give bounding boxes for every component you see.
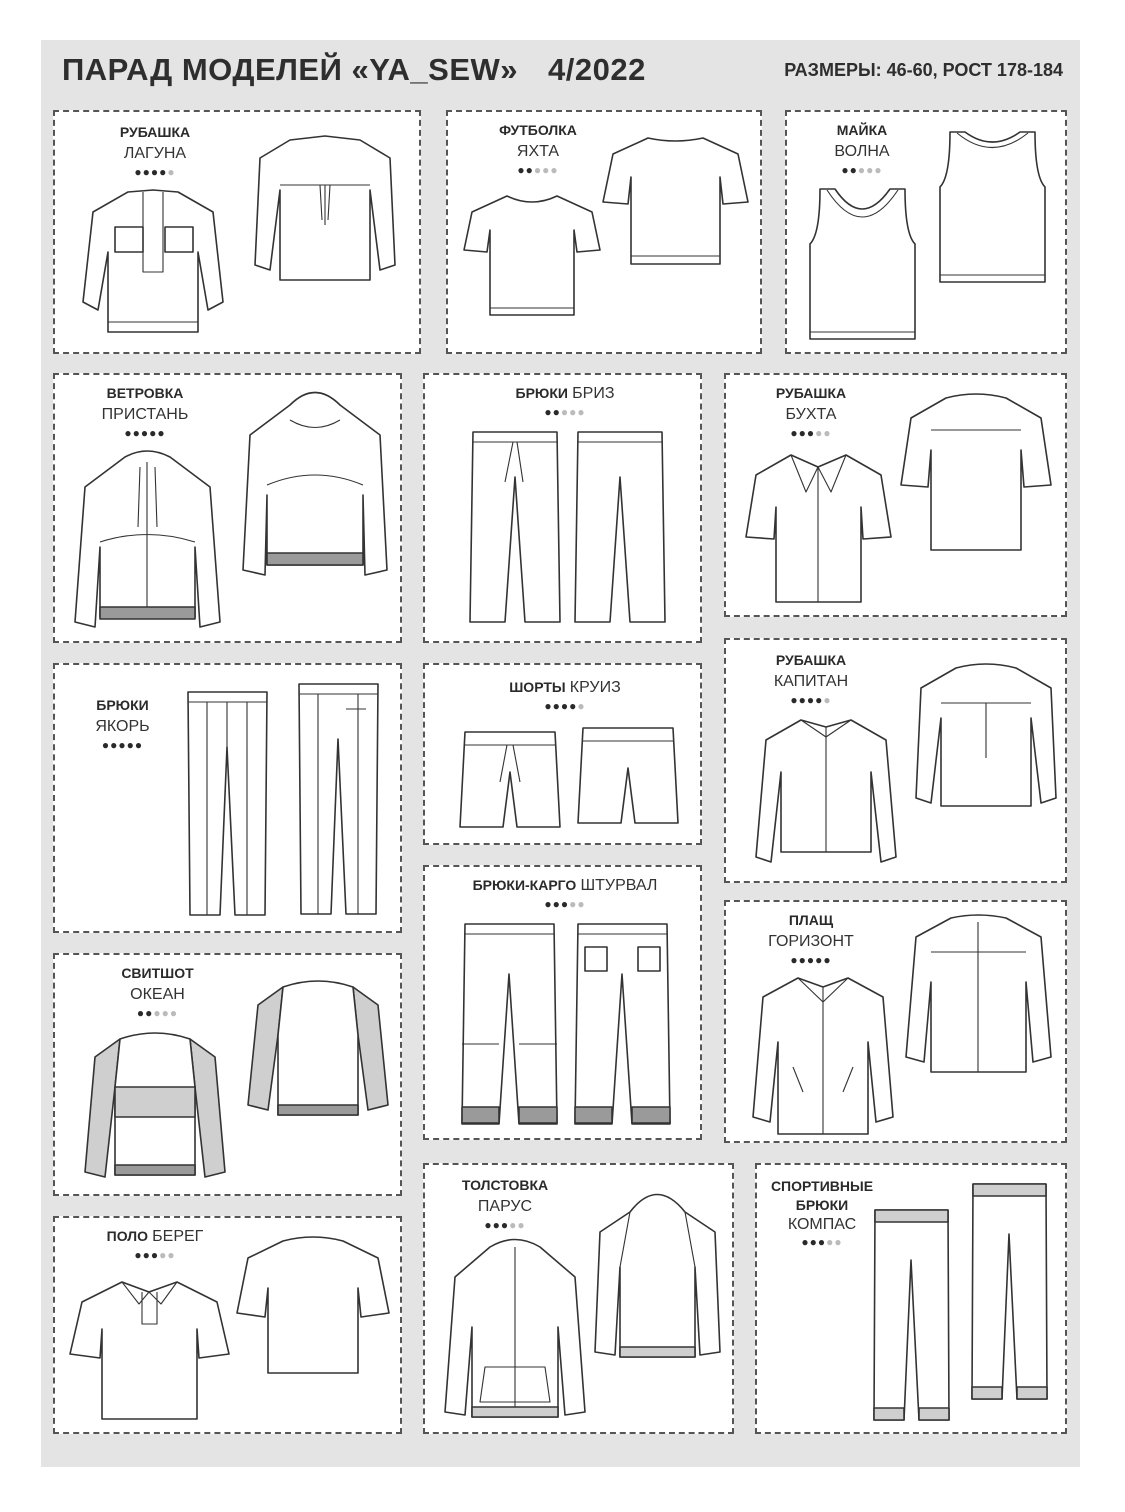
- model-label: [435, 875, 695, 912]
- polo-back-sketch: [233, 1233, 393, 1378]
- tanktop-front-sketch: [805, 184, 920, 344]
- rating-dot-filled: ●: [124, 426, 133, 440]
- model-label: [762, 1177, 882, 1250]
- model-type: РУБАШКА: [119, 124, 191, 140]
- rating-dot-filled: ●: [790, 953, 799, 967]
- model-label: [115, 122, 195, 180]
- shorts-front-sketch: [455, 727, 565, 832]
- model-card-bereg[interactable]: [53, 1216, 402, 1434]
- model-name: ОКЕАН: [130, 986, 185, 1003]
- rating-dot-empty: ●: [577, 897, 586, 911]
- page-title: [62, 52, 646, 88]
- rating-dot-empty: ●: [826, 1235, 835, 1249]
- model-type-line-2: БРЮКИ: [795, 1197, 849, 1213]
- rating-dot-empty: ●: [159, 1248, 168, 1262]
- shorts-back-sketch: [573, 723, 683, 828]
- model-card-bukhta[interactable]: [724, 373, 1067, 617]
- model-name: ЯХТА: [516, 143, 560, 160]
- rating-dot-filled: ●: [806, 693, 816, 707]
- rating-dot-filled: ●: [569, 699, 578, 713]
- hoodie-back-sketch: [590, 1187, 725, 1367]
- model-name: ШТУРВАЛ: [580, 877, 658, 894]
- rating-dot-empty: ●: [857, 163, 867, 177]
- difficulty-rating: [485, 404, 645, 420]
- model-name: БУХТА: [785, 406, 837, 423]
- tshirt-front-sketch: [462, 190, 602, 320]
- rating-dot-empty: ●: [834, 1235, 843, 1249]
- rating-dot-empty: ●: [866, 163, 875, 177]
- model-type: ПОЛО: [106, 1228, 148, 1244]
- difficulty-rating: [807, 162, 917, 178]
- rating-dot-filled: ●: [815, 953, 824, 967]
- rating-dot-filled: ●: [798, 953, 807, 967]
- model-name: ГОРИЗОНТ: [768, 933, 854, 950]
- rating-dot-filled: ●: [159, 165, 168, 179]
- model-card-okean[interactable]: [53, 953, 402, 1196]
- rating-dot-filled: ●: [500, 1218, 510, 1232]
- difficulty-rating: [435, 896, 695, 912]
- model-card-yakor[interactable]: [53, 663, 402, 933]
- cargo-pants-back-sketch: [570, 919, 675, 1134]
- trousers-back-sketch: [570, 427, 670, 632]
- model-type: РУБАШКА: [775, 652, 847, 668]
- rating-dot-empty: ●: [167, 1248, 176, 1262]
- rating-dot-filled: ●: [552, 897, 561, 911]
- model-label: [485, 677, 645, 714]
- rating-dot-empty: ●: [169, 1006, 179, 1020]
- rating-dot-filled: ●: [809, 1235, 818, 1249]
- rating-dot-filled: ●: [149, 426, 158, 440]
- tailored-trousers-front-sketch: [180, 687, 275, 922]
- model-name: ВОЛНА: [834, 143, 890, 160]
- rating-dot-filled: ●: [134, 165, 143, 179]
- rating-dot-empty: ●: [815, 426, 824, 440]
- model-type: БРЮКИ: [515, 385, 568, 401]
- model-type: СПОРТИВНЫЕ: [770, 1178, 874, 1194]
- model-name: КРУИЗ: [569, 679, 621, 696]
- difficulty-rating: [85, 1247, 225, 1263]
- model-type: ПЛАЩ: [788, 912, 834, 928]
- model-type: БРЮКИ: [96, 697, 149, 713]
- model-name: КОМПАС: [787, 1216, 857, 1233]
- difficulty-rating: [756, 425, 866, 441]
- rating-dot-filled: ●: [806, 426, 816, 440]
- polo-front-sketch: [67, 1274, 232, 1424]
- model-name: БЕРЕГ: [152, 1228, 204, 1245]
- model-name: ЯКОРЬ: [95, 718, 150, 735]
- rating-dot-filled: ●: [544, 897, 553, 911]
- cargo-pants-front-sketch: [457, 919, 562, 1134]
- model-label: [75, 695, 170, 753]
- rating-dot-filled: ●: [552, 405, 561, 419]
- shortsleeve-shirt-back-sketch: [896, 390, 1056, 555]
- rating-dot-filled: ●: [126, 738, 135, 752]
- track-pants-back-sketch: [967, 1179, 1052, 1409]
- model-name: ПАРУС: [477, 1198, 533, 1215]
- shirt-front-sketch: [73, 182, 233, 342]
- model-card-pristan[interactable]: [53, 373, 402, 643]
- rating-dot-filled: ●: [849, 163, 858, 177]
- difficulty-rating: [445, 1217, 565, 1233]
- rating-dot-empty: ●: [550, 163, 559, 177]
- model-type: МАЙКА: [836, 122, 888, 138]
- rating-dot-filled: ●: [790, 426, 799, 440]
- rating-dot-empty: ●: [542, 163, 551, 177]
- rating-dot-filled: ●: [790, 693, 799, 707]
- rating-dot-filled: ●: [150, 1248, 160, 1262]
- rating-dot-filled: ●: [801, 1235, 810, 1249]
- rating-dot-filled: ●: [142, 165, 151, 179]
- rating-dot-filled: ●: [552, 699, 561, 713]
- rating-dot-filled: ●: [517, 163, 526, 177]
- model-name: КАПИТАН: [773, 673, 849, 690]
- rating-dot-filled: ●: [142, 1248, 151, 1262]
- model-label: [485, 383, 645, 420]
- model-type: СВИТШОТ: [121, 965, 194, 981]
- windbreaker-back-sketch: [235, 390, 395, 580]
- tanktop-back-sketch: [935, 127, 1050, 287]
- model-name: ЛАГУНА: [123, 145, 187, 162]
- rating-dot-empty: ●: [569, 897, 578, 911]
- rating-dot-filled: ●: [560, 897, 570, 911]
- rating-dot-empty: ●: [153, 1006, 162, 1020]
- rating-dot-empty: ●: [823, 426, 832, 440]
- difficulty-rating: [115, 164, 195, 180]
- rating-dot-filled: ●: [525, 163, 534, 177]
- model-card-volna[interactable]: [785, 110, 1067, 354]
- difficulty-rating: [756, 952, 866, 968]
- rating-dot-empty: ●: [569, 405, 578, 419]
- difficulty-rating: [756, 692, 866, 708]
- model-card-gorizont[interactable]: [724, 900, 1067, 1143]
- rating-dot-filled: ●: [806, 953, 816, 967]
- rating-dot-empty: ●: [577, 699, 586, 713]
- model-label: [756, 910, 866, 968]
- rating-dot-empty: ●: [823, 693, 832, 707]
- rating-dot-empty: ●: [161, 1006, 170, 1020]
- model-label: [110, 963, 205, 1021]
- shortsleeve-shirt-front-sketch: [741, 447, 896, 607]
- rating-dot-filled: ●: [492, 1218, 501, 1232]
- model-label: [807, 120, 917, 178]
- rating-dot-filled: ●: [544, 699, 553, 713]
- rating-dot-filled: ●: [101, 738, 111, 752]
- model-card-yakhta[interactable]: [446, 110, 762, 354]
- longsleeve-shirt-back-sketch: [906, 658, 1066, 818]
- model-card-kruiz[interactable]: [423, 663, 702, 845]
- model-card-parus[interactable]: [423, 1163, 734, 1434]
- rating-dot-filled: ●: [560, 699, 570, 713]
- rating-dot-filled: ●: [484, 1218, 493, 1232]
- sweatshirt-back-sketch: [243, 975, 393, 1125]
- title-text: ПАРАД МОДЕЛЕЙ «YA_SEW»: [62, 52, 519, 87]
- rating-dot-filled: ●: [132, 426, 141, 440]
- rating-dot-empty: ●: [577, 405, 586, 419]
- model-type: ФУТБОЛКА: [499, 122, 577, 138]
- rating-dot-empty: ●: [560, 405, 570, 419]
- difficulty-rating: [485, 698, 645, 714]
- difficulty-rating: [75, 737, 170, 753]
- rating-dot-filled: ●: [145, 1006, 154, 1020]
- windbreaker-front-sketch: [70, 447, 225, 637]
- rating-dot-empty: ●: [509, 1218, 518, 1232]
- rating-dot-filled: ●: [118, 738, 127, 752]
- tshirt-back-sketch: [598, 132, 753, 272]
- rating-dot-filled: ●: [134, 1248, 143, 1262]
- model-card-kapitan[interactable]: [724, 638, 1067, 883]
- rating-dot-filled: ●: [136, 1006, 146, 1020]
- model-type: ВЕТРОВКА: [106, 385, 184, 401]
- model-label: [756, 650, 866, 708]
- coat-back-sketch: [901, 912, 1056, 1082]
- rating-dot-filled: ●: [815, 693, 824, 707]
- shirt-back-sketch: [245, 130, 405, 290]
- rating-dot-filled: ●: [150, 165, 160, 179]
- model-card-briz[interactable]: [423, 373, 702, 643]
- model-label: [95, 383, 195, 441]
- rating-dot-filled: ●: [157, 426, 166, 440]
- rating-dot-filled: ●: [134, 738, 144, 752]
- difficulty-rating: [110, 1005, 205, 1021]
- rating-dot-filled: ●: [544, 405, 553, 419]
- difficulty-rating: [762, 1234, 882, 1250]
- hoodie-front-sketch: [440, 1237, 590, 1427]
- model-card-laguna[interactable]: [53, 110, 421, 354]
- difficulty-rating: [95, 425, 195, 441]
- longsleeve-shirt-front-sketch: [746, 712, 906, 872]
- rating-dot-filled: ●: [140, 426, 150, 440]
- rating-dot-empty: ●: [533, 163, 543, 177]
- model-name: ПРИСТАНЬ: [101, 406, 189, 423]
- model-label: [85, 1226, 225, 1263]
- tailored-trousers-back-sketch: [291, 679, 386, 921]
- track-pants-front-sketch: [869, 1205, 954, 1430]
- model-type: ШОРТЫ: [509, 679, 566, 695]
- model-label: [756, 383, 866, 441]
- model-type: БРЮКИ-КАРГО: [472, 877, 577, 893]
- size-range: РАЗМЕРЫ: 46-60, РОСТ 178-184: [784, 60, 1063, 80]
- model-name: БРИЗ: [572, 385, 615, 402]
- rating-dot-filled: ●: [817, 1235, 827, 1249]
- sweatshirt-front-sketch: [80, 1027, 230, 1187]
- model-type: РУБАШКА: [775, 385, 847, 401]
- model-card-kompas[interactable]: [755, 1163, 1067, 1434]
- trousers-front-sketch: [465, 427, 565, 632]
- rating-dot-filled: ●: [841, 163, 850, 177]
- rating-dot-filled: ●: [798, 693, 807, 707]
- rating-dot-filled: ●: [110, 738, 119, 752]
- rating-dot-empty: ●: [167, 165, 176, 179]
- model-card-shturval[interactable]: [423, 865, 702, 1140]
- rating-dot-filled: ●: [798, 426, 807, 440]
- model-label: [445, 1175, 565, 1233]
- issue-number: 4/2022: [548, 52, 646, 87]
- difficulty-rating: [488, 162, 588, 178]
- model-label: [488, 120, 588, 178]
- rating-dot-filled: ●: [823, 953, 832, 967]
- rating-dot-empty: ●: [517, 1218, 526, 1232]
- rating-dot-empty: ●: [874, 163, 883, 177]
- model-type: ТОЛСТОВКА: [461, 1177, 549, 1193]
- coat-front-sketch: [748, 972, 898, 1142]
